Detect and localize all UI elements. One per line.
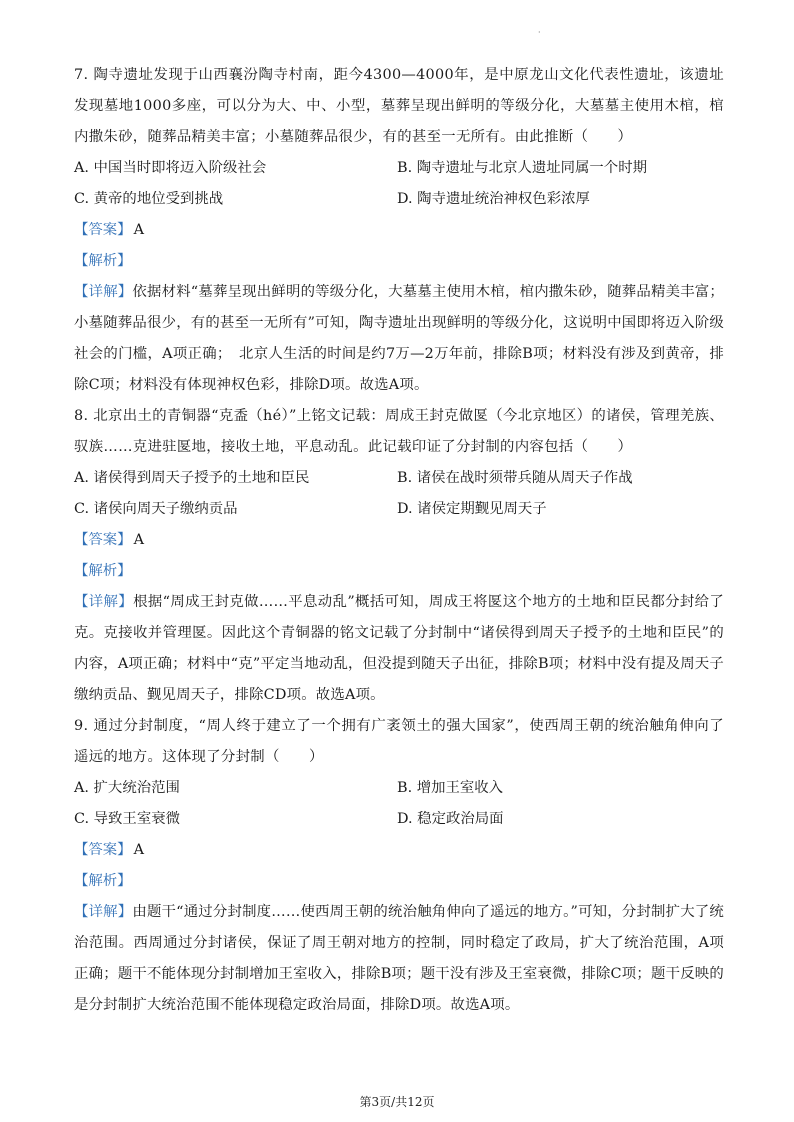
analysis-tag: 【解析】 <box>74 253 132 269</box>
question-9 <box>74 711 724 1021</box>
answer-value: A <box>133 532 144 548</box>
detail-text: 由题干“通过分封制度……使西周王朝的统治触角伸向了遥远的地方。”可知，分封制扩大了统治范围。西周通过分封诸侯，保证了周王朝对地方的控制，同时稳定了政局，扩大了统治范围，A项正确；题干不能体现分封制增加王室收入，排除B项；题干没有涉及王室衰微，排除C项；题干反映的是分封制扩大统治范围不能体现稳定政治局面，排除D项。故选A项。 <box>74 904 724 1013</box>
option-a: A. 扩大统治范围 <box>74 780 180 796</box>
answer-tag: 【答案】 <box>74 842 132 858</box>
analysis-tag: 【解析】 <box>74 563 132 579</box>
option-d: D. 陶寺遗址统治神权色彩浓厚 <box>397 191 590 207</box>
option-d: D. 诸侯定期觐见周天子 <box>397 501 547 517</box>
analysis-tag: 【解析】 <box>74 873 132 889</box>
option-c: C. 诸侯向周天子缴纳贡品 <box>74 501 238 517</box>
answer-line <box>74 215 724 246</box>
detail-tag: 【详解】 <box>74 284 133 300</box>
option-list <box>74 463 724 525</box>
option-b: B. 陶寺遗址与北京人遗址同属一个时期 <box>397 160 647 176</box>
question-stem: 9. 通过分封制度，“周人终于建立了一个拥有广袤领土的强大国家”，使西周王朝的统治触角伸向了遥远的地方。这体现了分封制（ ） <box>74 718 724 765</box>
option-c: C. 黄帝的地位受到挑战 <box>74 191 224 207</box>
answer-line <box>74 525 724 556</box>
answer-value: A <box>133 842 144 858</box>
option-list <box>74 773 724 835</box>
detail-text: 依据材料“墓葬呈现出鲜明的等级分化，大墓墓主使用木棺，棺内撒朱砂，随葬品精美丰富；小墓随葬品很少，有的甚至一无所有”可知，陶寺遗址出现鲜明的等级分化，这说明中国即将迈入阶级社会的门槛，A项正确； 北京人生活的时间是约7万—2万年前，排除B项；材料没有涉及到黄帝，排除C项；材料没有体现神权色彩，排除D项。故选A项。 <box>74 284 724 393</box>
page-number-footer: 第3页/共12页 <box>359 1095 435 1109</box>
option-a: A. 中国当时即将迈入阶级社会 <box>74 160 267 176</box>
detail-tag: 【详解】 <box>74 594 134 610</box>
document-page <box>74 60 724 1021</box>
detail-tag: 【详解】 <box>74 904 133 920</box>
answer-tag: 【答案】 <box>74 532 132 548</box>
question-8 <box>74 401 724 711</box>
corner-mark: · <box>538 28 541 37</box>
question-stem: 7. 陶寺遗址发现于山西襄汾陶寺村南，距今4300—4000年，是中原龙山文化代表性遗址，该遗址发现墓地1000多座，可以分为大、中、小型，墓葬呈现出鲜明的等级分化，大墓墓主使用木棺，棺内撒朱砂，随葬品精美丰富；小墓随葬品很少，有的甚至一无所有。由此推断（ ） <box>74 67 724 145</box>
answer-value: A <box>133 222 144 238</box>
detail-paragraph <box>74 897 724 1021</box>
answer-tag: 【答案】 <box>74 222 132 238</box>
option-a: A. 诸侯得到周天子授予的土地和臣民 <box>74 470 310 486</box>
option-b: B. 诸侯在战时须带兵随从周天子作战 <box>397 470 633 486</box>
option-b: B. 增加王室收入 <box>397 780 504 796</box>
question-7 <box>74 60 724 401</box>
detail-paragraph <box>74 277 724 401</box>
answer-line <box>74 835 724 866</box>
option-d: D. 稳定政治局面 <box>397 811 504 827</box>
detail-text: 根据“周成王封克做……平息动乱”概括可知，周成王将匽这个地方的土地和臣民都分封给了克。克接收并管理匽。因此这个青铜器的铭文记载了分封制中“诸侯得到周天子授予的土地和臣民”的内容，A项正确；材料中“克”平定当地动乱，但没提到随天子出征，排除B项；材料中没有提及周天子缴纳贡品、觐见周天子，排除CD项。故选A项。 <box>74 594 724 703</box>
option-list <box>74 153 724 215</box>
detail-paragraph <box>74 587 724 711</box>
question-stem: 8. 北京出土的青铜器“克盉（hé）”上铭文记载：周成王封克做匽（今北京地区）的诸侯，管理羌族、驭族……克进驻匽地，接收土地，平息动乱。此记载印证了分封制的内容包括（ ） <box>74 408 724 455</box>
option-c: C. 导致王室衰微 <box>74 811 180 827</box>
